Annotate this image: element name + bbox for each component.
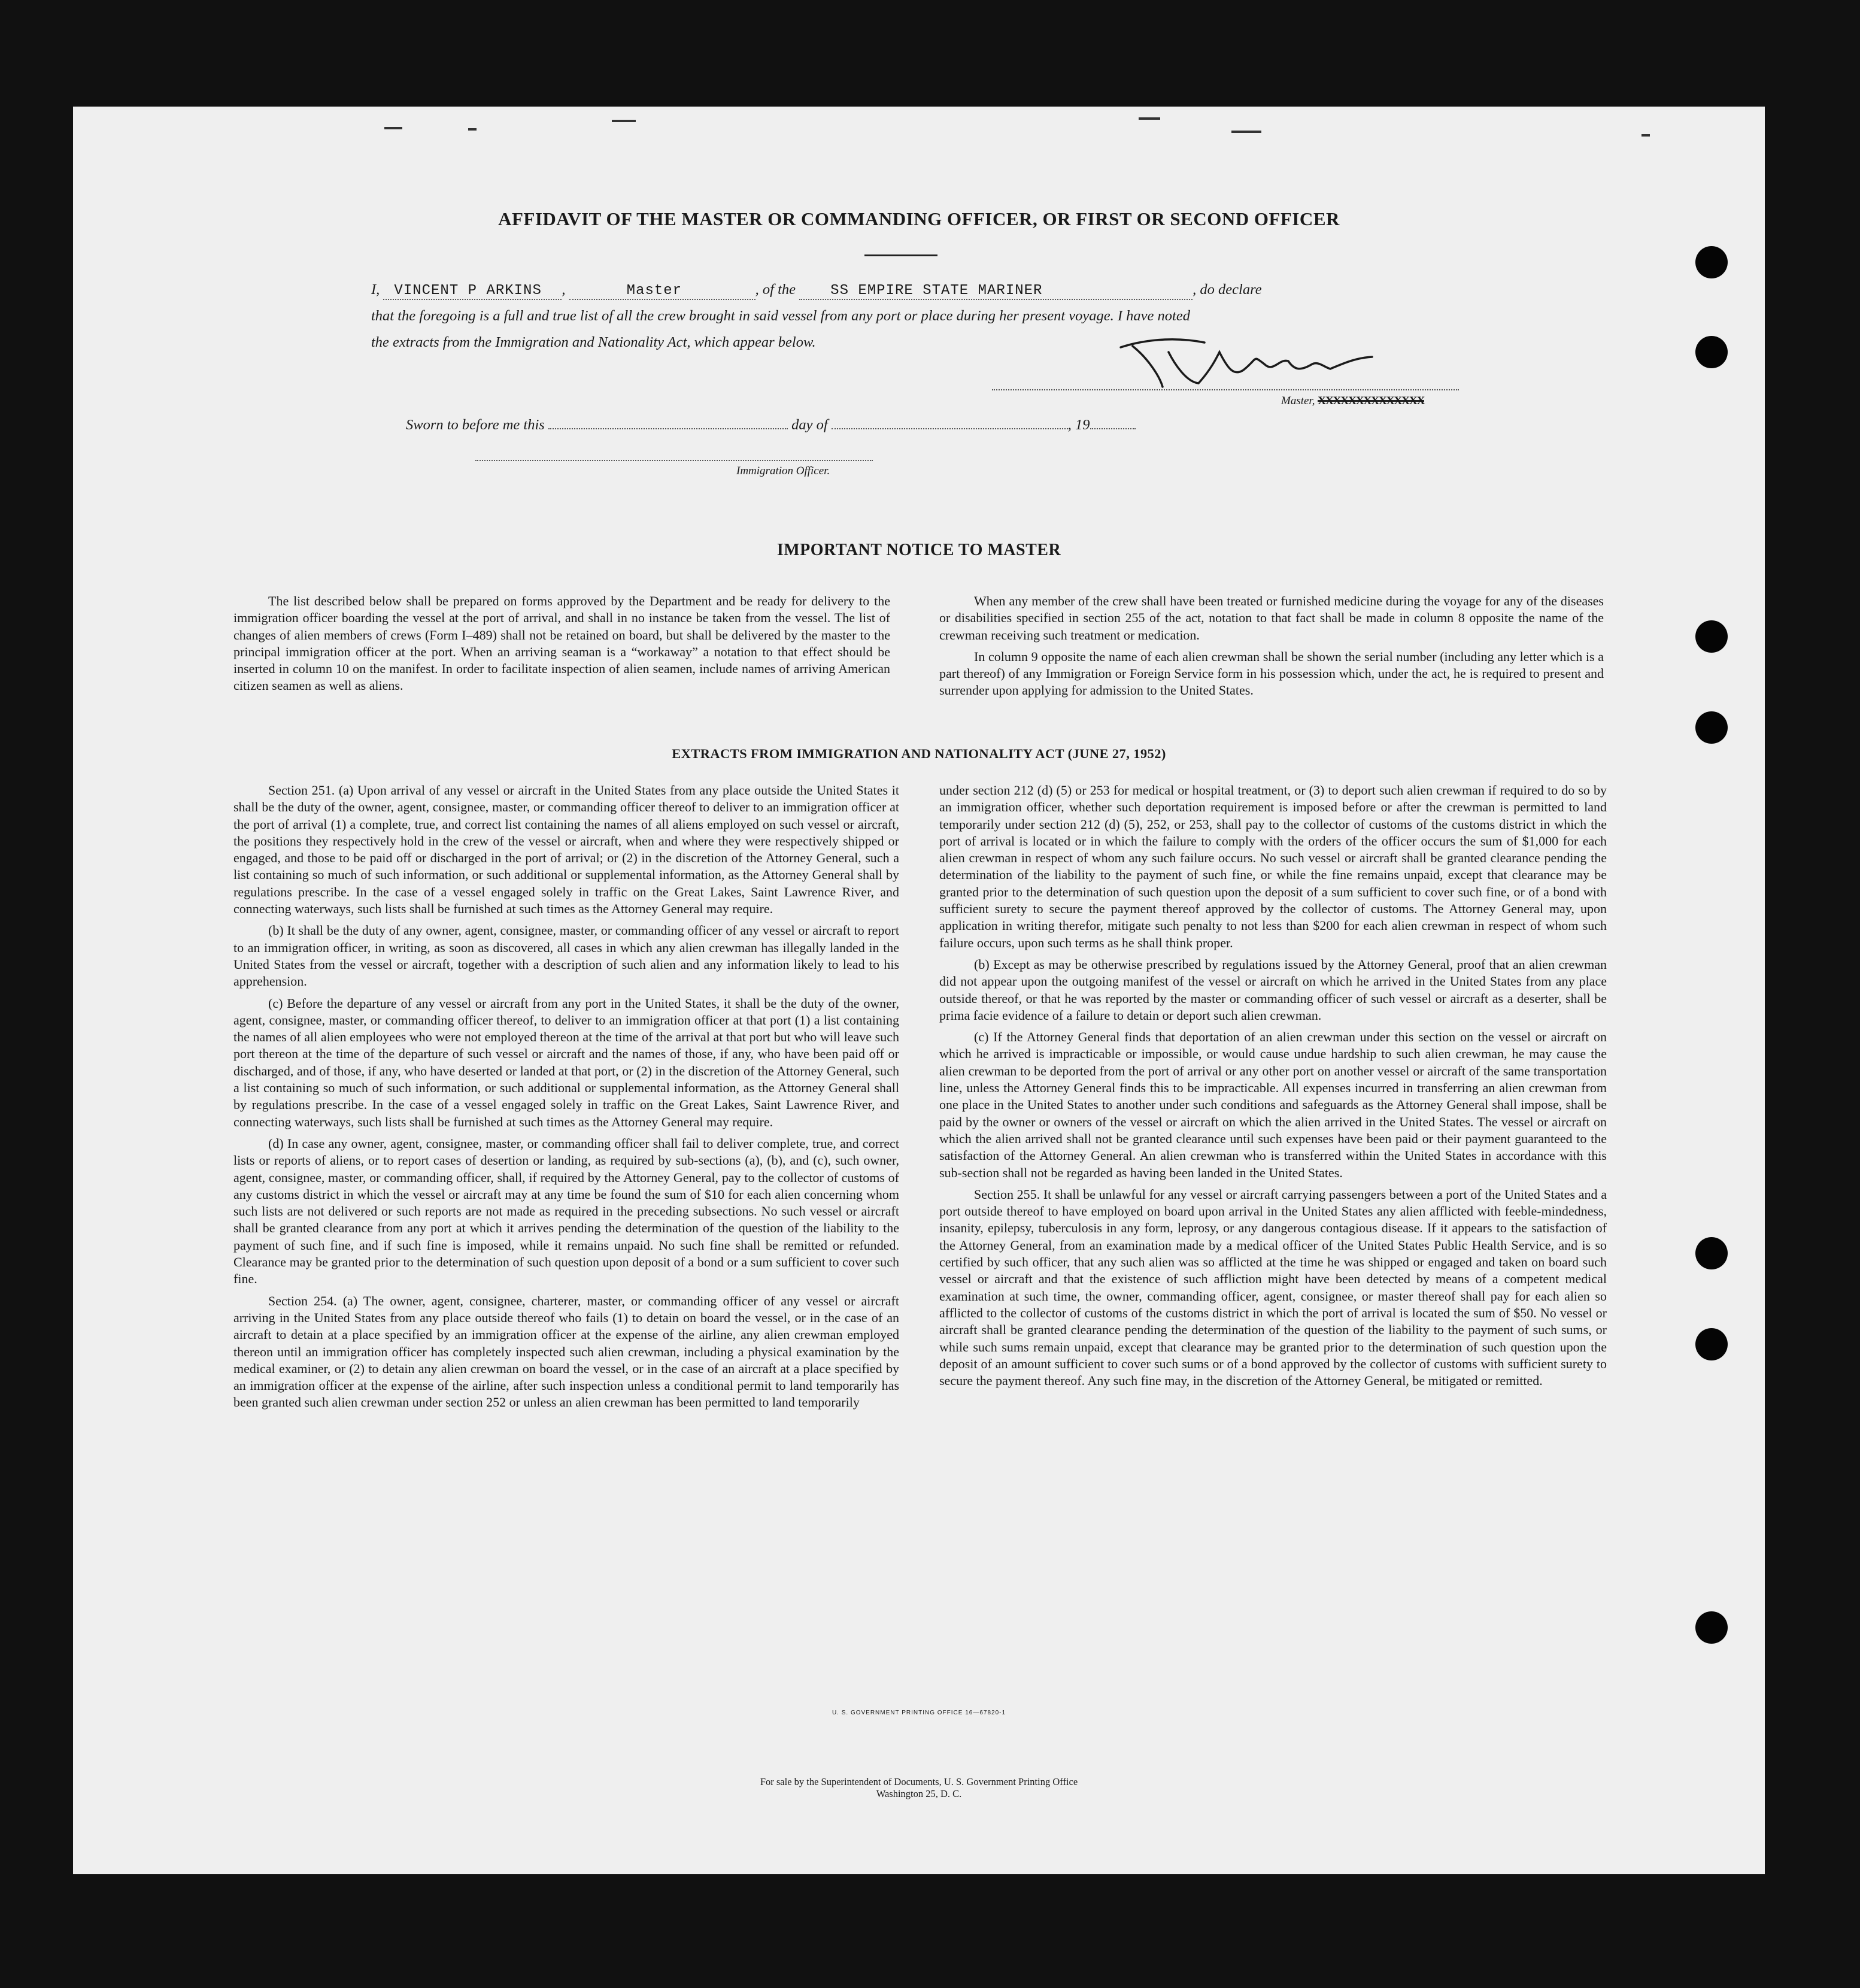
section-254a: Section 254. (a) The owner, agent, consignee, charterer, master, or commanding officer of any vessel or aircraft arriving in the United States from any place outside thereof who fails (1) to detain on board the vessel, or in the case of an aircraft to detain at a place specified by an immigration officer at the expense of the airline, any alien crewman employed thereon until an immigration officer has completely inspected such alien crewman, including a physical examination by the medical examiner, or (2) to detain any alien crewman on board the vessel, or in the case of an aircraft at a place specified by an immigration officer at the expense of the airline, after such inspection unless a conditional permit to land temporarily has been granted such alien crewman under section 252 or unless an alien crewman has been permitted to land temporarily [233,1293,899,1410]
declaration-line-3: the extracts from the Immigration and Nationality Act, which appear below. [371,334,816,350]
notice-paragraph: When any member of the crew shall have been treated or furnished medicine during the voyage for any of the diseases or disabilities specified in section 255 of the act, notation to that fact shall be made in column 8 opposite the name of the crewman receiving such treatment or medication. [939,593,1604,643]
scan-speck [384,127,402,129]
vessel-name-field: SS EMPIRE STATE MARINER [799,281,1193,300]
section-254c: (c) If the Attorney General finds that deportation of an alien crewman under this section on the vessel or aircraft on which he arrived is impracticable or impossible, or would cause undue hardship to such alien crewman, he may cause the alien crewman to be deported from the port of arrival or any other port on another vessel or aircraft of the same transportation line, unless the Attorney General finds this to be impracticable. All expenses incurred in transferring an alien crewman from one place in the United States to another under such conditions and safeguards as the Attorney General shall impose, shall be paid by the owner or owners of the vessel or aircraft on which the alien arrived in the United States. The vessel or aircraft on which the alien arrived shall not be granted clearance until such expenses have been paid or their payment guaranteed to the satisfaction of the Attorney General. An alien crewman who is transferred within the United States in accordance with this sub-section shall not be regarded as having been landed in the United States. [939,1029,1607,1180]
section-255: Section 255. It shall be unlawful for any vessel or aircraft carrying passengers between a port of the United States and a port outside thereof to have employed on board upon arrival in the United States any alien afflicted with feeble-mindedness, insanity, epilepsy, tuberculosis in any form, leprosy, or any dangerous contagious disease. If it appears to the satisfaction of the Attorney General, from an examination made by a medical officer of the United States Public Health Service, and is so certified by such officer, that any such alien was so afflicted at the time he was shipped or engaged and taken on board such vessel or aircraft and that the existence of such affliction might have been detected by means of a competent medical examination at such time, the owner, commanding officer, agent, consignee, or master thereof shall pay for each alien so afflicted to the collector of customs of the customs district in which the port of arrival is located the sum of $50. No vessel or aircraft shall be granted clearance pending the determination of the question of the liability to the payment of such sums, or while such sums remain unpaid, except that clearance may be granted prior to the determination of such question upon the deposit of an amount sufficient to cover such sums or of a bond approved by the collector of customs with sufficient surety to secure the payment thereof. Any such fine may, in the discretion of the Attorney General, be mitigated or remitted. [939,1186,1607,1389]
punch-hole [1695,246,1728,278]
section-254b: (b) Except as may be otherwise prescribed by regulations issued by the Attorney General, proof that an alien crewman did not appear upon the outgoing manifest of the vessel or aircraft on which he arrived in the United States from any place outside thereof, or that he was reported by the master or commanding officer of such vessel or aircraft as a deserter, shall be prima facie evidence of a failure to detain or deport such alien crewman. [939,956,1607,1023]
sworn-day-field [548,428,788,429]
punch-hole [1695,1611,1728,1644]
section-251d: (d) In case any owner, agent, consignee, master, or commanding officer shall fail to deliver complete, true, and correct lists or reports of aliens, or to report cases of desertion or landing, as required by sub-sections (a), (b), and (c), such owner, agent, consignee, master, or commanding officer, shall, if required by the Attorney General, pay to the collector of customs of any customs district in which the vessel or aircraft may at any time be found the sum of $10 for each alien concerning whom such lists are not delivered or such reports are not made as required in the preceding subsections. No such vessel or aircraft shall be granted clearance from any port at which it arrives pending the determination of the question of the liability to the payment of such fine, and if such fine is imposed, while it remains unpaid. No such fine shall be remitted or refunded. Clearance may be granted prior to the determination of such question upon deposit of a bond or a sum sufficient to cover such fine. [233,1135,899,1287]
master-label: Master, XXXXXXXXXXXXXX [1281,395,1425,407]
notice-paragraph: In column 9 opposite the name of each alien crewman shall be shown the serial number (including any letter which is a part thereof) of any Immigration or Foreign Service form in his possession which, under the act, he is required to present and surrender upon applying for admission to the United States. [939,648,1604,698]
struck-out-title: XXXXXXXXXXXXXX [1318,395,1425,407]
section-251a: Section 251. (a) Upon arrival of any vessel or aircraft in the United States from any place outside the United States it shall be the duty of the owner, agent, consignee, master, or commanding officer thereof to deliver to an immigration officer at the port of arrival (1) a complete, true, and correct list containing the names of all aliens employed on such vessel or aircraft, the positions they respectively hold in the crew of the vessel or aircraft, when and where they were respectively shipped or engaged, and those to be paid off or discharged in the port of arrival; or (2) in the discretion of the Attorney General, such a list containing so much of such information, or such additional or supplemental information, as the Attorney General shall by regulations prescribe. In the case of a vessel engaged solely in traffic on the Great Lakes, Saint Lawrence River, and connecting waterways, such lists shall be furnished at such times as the Attorney General may require. [233,783,899,917]
punch-hole [1695,1328,1728,1360]
notice-paragraph: The list described below shall be prepared on forms approved by the Department and be ready for delivery to the immigration officer boarding the vessel at the port of arrival, and shall in no instance be taken from the vessel. The list of changes of alien members of crews (Form I–489) shall not be retained on board, but shall be delivered by the master to the principal immigration officer at the port. When an arriving seaman is a “workaway” a notation to that effect should be inserted in column 10 on the manifest. In order to facilitate inspection of alien seamen, include names of arriving American citizen seamen as well as aliens. [233,593,890,693]
scan-speck [1641,134,1650,137]
declaration-line-1: I, VINCENT P ARKINS , Master , of the SS EMPIRE STATE MARINER , do declare [371,281,1262,299]
affidavit-title: AFFIDAVIT OF THE MASTER OR COMMANDING OFFICER, OR FIRST OR SECOND OFFICER [498,208,1340,229]
title-underline [864,254,937,256]
punch-hole [1695,620,1728,653]
immigration-officer-label: Immigration Officer. [736,465,830,477]
punch-hole [1695,711,1728,744]
extracts-title: EXTRACTS FROM IMMIGRATION AND NATIONALITY ACT (JUNE 27, 1952) [672,746,1166,761]
sworn-month-field [832,428,1068,429]
scan-speck [468,128,477,131]
document-page [73,107,1765,1874]
punch-hole [1695,336,1728,368]
scan-speck [1139,117,1160,120]
sworn-year-field [1090,428,1136,429]
rank-field: Master [569,281,755,300]
declaration-line-2: that the foregoing is a full and true list of all the crew brought in said vessel from any port or place during her present voyage. I have noted [371,308,1190,324]
notice-right-column [939,593,1604,704]
extracts-left-column [233,782,899,1416]
declaration-i: I, [371,281,380,298]
section-251c: (c) Before the departure of any vessel or aircraft from any port in the United States, it shall be the duty of the owner, agent, consignee, master, or commanding officer thereof, to deliver to an immigration officer at that port (1) a list containing the names of all alien employees who were not employed thereon at the time of the arrival at that port but who will leave such port thereon at the time of the departure of such vessel or aircraft and the names of those, if any, who have been paid off or discharged, and of those, if any, who have deserted or landed at that port, or (2) in the discretion of the Attorney General, such a list containing so much of such information, or such additional or supplemental information, as the Attorney General shall by regulations prescribe. In the case of a vessel engaged solely in traffic on the Great Lakes, Saint Lawrence River, and connecting waterways, such lists shall be furnished at such times as the Attorney General may require. [233,995,899,1129]
notice-left-column [233,593,890,699]
notice-title: IMPORTANT NOTICE TO MASTER [776,541,1061,559]
scan-speck [612,120,636,122]
master-name-field: VINCENT P ARKINS [383,281,562,300]
extracts-right-column [939,782,1607,1394]
officer-signature-line [475,460,873,461]
gpo-imprint: U. S. GOVERNMENT PRINTING OFFICE 16—67820-1 [832,1710,1006,1716]
master-signature [1115,334,1378,391]
section-254a-continued: under section 212 (d) (5) or 253 for medical or hospital treatment, or (3) to deport such alien crewman if required to do so by an immigration officer, whether such deportation requirement is imposed before or after the crewman is permitted to land temporarily under section 212 (d) (5), 252, or 253, shall pay to the collector of customs of the customs district in which the port of arrival is located or in which the failure to comply with the orders of the officer occurs the sum of $1,000 for each alien crewman in respect of whom any such failure occurs. No such vessel or aircraft shall be granted clearance pending the determination of the liability to the payment of such fine, or while the fine remains unpaid, except that clearance may be granted prior to the determination of such question upon the deposit of a sum sufficient to cover such fine, or of a bond with sufficient surety to secure the payment thereof approved by the collector of customs. The Attorney General may, upon application in writing therefor, mitigate such penalty to not less than $200 for each alien crewman in respect of whom such failure occurs, upon such terms as he shall think proper. [939,783,1607,950]
scan-speck [1231,131,1261,133]
sworn-line: Sworn to before me this day of , 19 [406,417,1136,434]
sale-notice: For sale by the Superintendent of Documents, U. S. Government Printing Office Washington 25, D. C. [760,1776,1078,1799]
punch-hole [1695,1237,1728,1269]
section-251b: (b) It shall be the duty of any owner, agent, consignee, master, or commanding officer of any vessel or aircraft to report to an immigration officer, in writing, as soon as discovered, all cases in which any alien crewman has illegally landed in the United States from the vessel or aircraft, together with a description of such alien and any information likely to lead to his apprehension. [233,923,899,989]
